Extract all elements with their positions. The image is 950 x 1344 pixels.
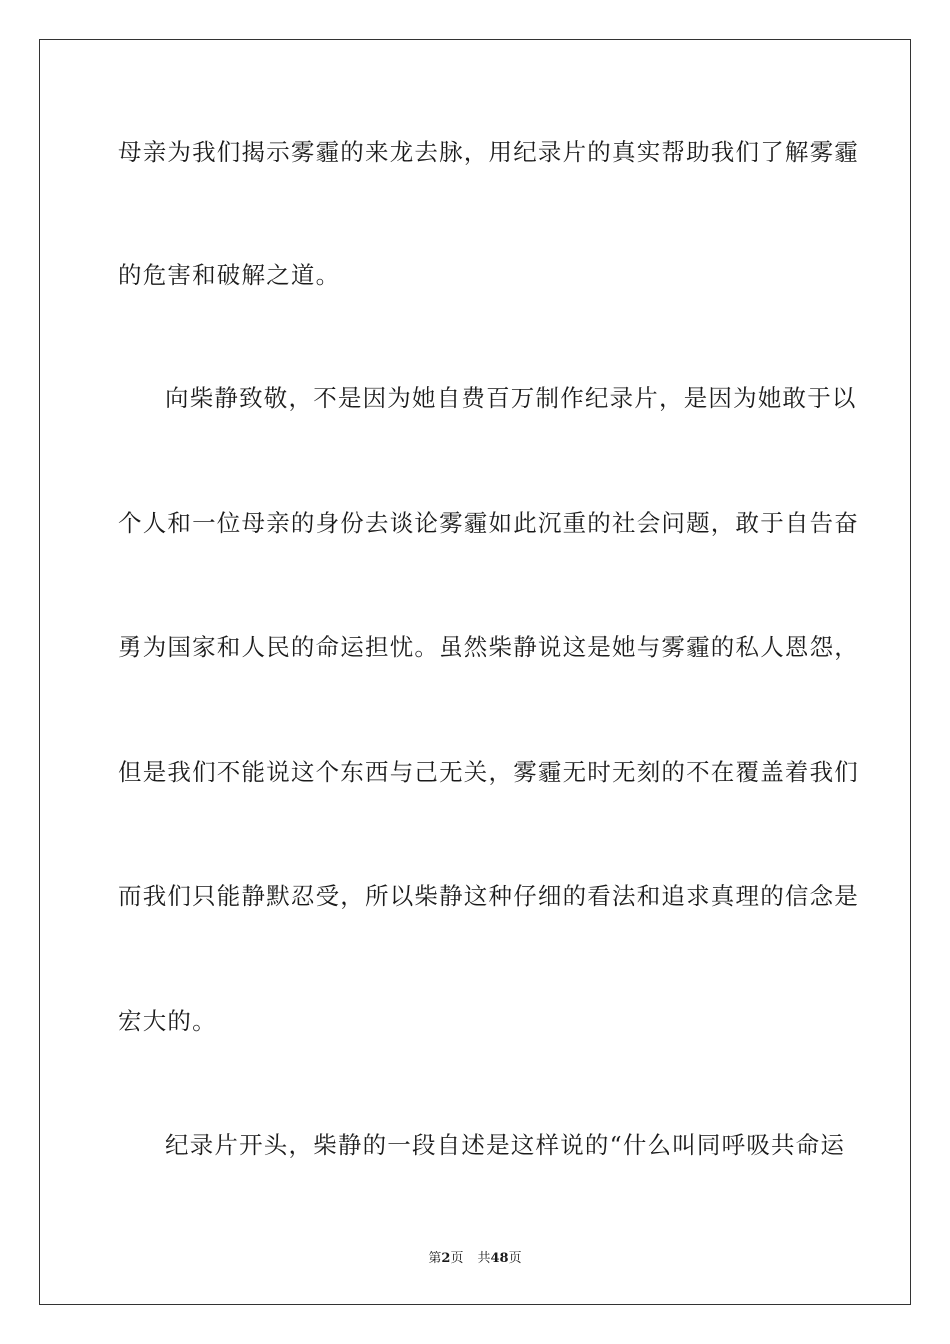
total-suffix: 页: [508, 1251, 522, 1266]
text-line: 的危害和破解之道。: [118, 261, 341, 289]
total-prefix: 共: [477, 1251, 491, 1266]
total-pages: 48: [490, 1251, 509, 1266]
text-line: 但是我们不能说这个东西与己无关，雾霾无时无刻的不在覆盖着我们: [118, 758, 859, 786]
text-line: 母亲为我们揭示雾霾的来龙去脉，用纪录片的真实帮助我们了解雾霾: [118, 138, 859, 166]
paragraph-first-line: 向柴静致敬，不是因为她自费百万制作纪录片，是因为她敢于以: [165, 384, 857, 412]
page-prefix: 第: [428, 1251, 442, 1266]
text-line: 宏大的。: [118, 1007, 217, 1035]
page-footer: [0, 1247, 950, 1266]
paragraph-first-line: 纪录片开头，柴静的一段自述是这样说的“什么叫同呼吸共命运: [165, 1131, 846, 1159]
page-suffix: 页: [450, 1251, 464, 1266]
text-line: 而我们只能静默忍受，所以柴静这种仔细的看法和追求真理的信念是: [118, 882, 859, 910]
page-border: [39, 39, 911, 1305]
page-number: 2: [441, 1251, 451, 1266]
text-line: 个人和一位母亲的身份去谈论雾霾如此沉重的社会问题，敢于自告奋: [118, 509, 859, 537]
text-line: 勇为国家和人民的命运担忧。虽然柴静说这是她与雾霾的私人恩怨，: [118, 633, 859, 661]
